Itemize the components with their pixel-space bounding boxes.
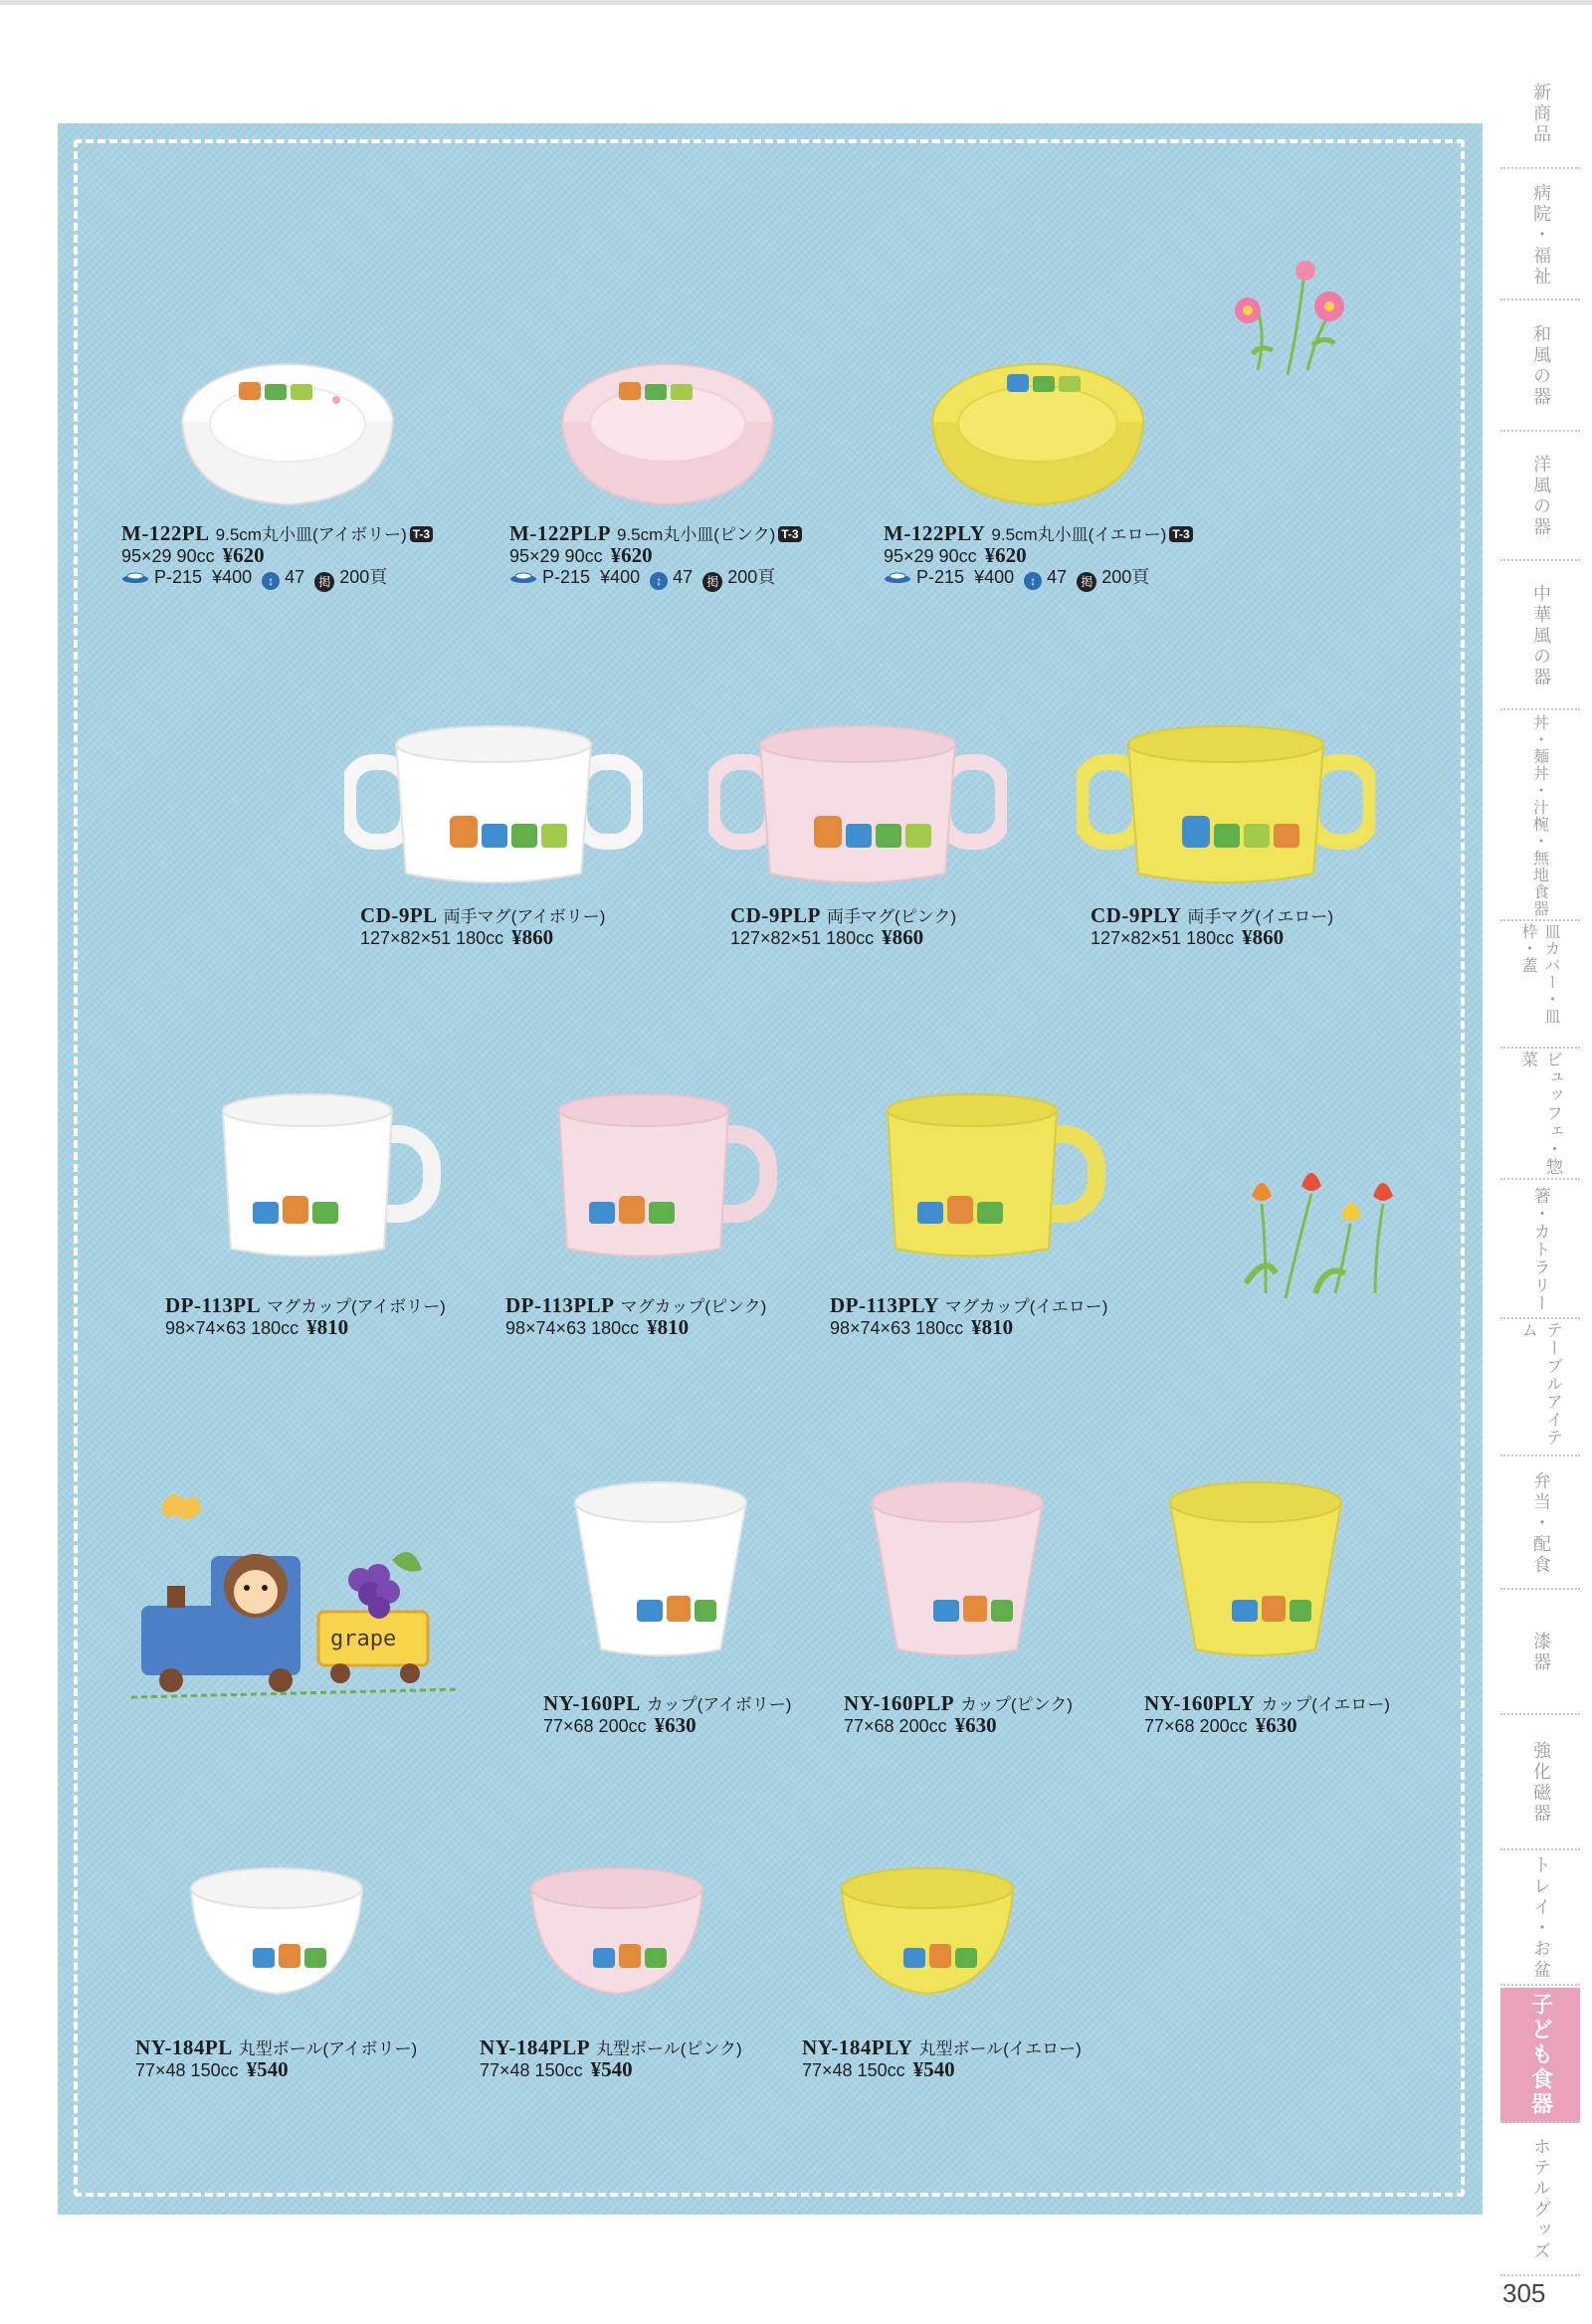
product-name: 丸型ボール(イエロー) xyxy=(918,2039,1082,2058)
product-name: カップ(ピンク) xyxy=(960,1695,1073,1714)
quantity-icon: ↕ xyxy=(650,572,668,590)
product-image-bowl-ivory[interactable] xyxy=(187,1864,366,2004)
side-tab-bento[interactable] xyxy=(1500,1458,1580,1590)
side-tab-label: 洋風の器 xyxy=(1530,455,1551,538)
saucer-code: P-215 xyxy=(154,567,203,587)
product-spec: 95×29 90cc xyxy=(121,546,215,566)
page-reference: 200頁 xyxy=(727,567,776,587)
caption-mug-ivory xyxy=(165,1295,446,1339)
side-tab-label: 子ども食器 xyxy=(1527,1992,1553,2117)
quantity-icon: ↕ xyxy=(1024,572,1042,590)
side-tab-porcelain[interactable] xyxy=(1500,1717,1580,1850)
product-image-twohandle-ivory[interactable] xyxy=(344,714,643,893)
product-price: ¥620 xyxy=(610,543,653,567)
saucer-icon xyxy=(884,572,911,584)
product-image-mug-pink[interactable] xyxy=(553,1084,782,1263)
saucer-price: ¥400 xyxy=(974,567,1015,587)
side-tab-label: ホテルグッズ xyxy=(1530,2137,1551,2262)
saucer-price: ¥400 xyxy=(212,567,253,587)
product-image-twohandle-pink[interactable] xyxy=(708,714,1007,893)
product-code: M-122PL xyxy=(121,521,210,545)
product-spec: 127×82×51 180cc xyxy=(1091,928,1235,948)
product-image-cup-ivory[interactable] xyxy=(571,1478,750,1663)
page-ref-icon: 掲 xyxy=(314,572,334,592)
product-name: カップ(イエロー) xyxy=(1261,1695,1390,1714)
product-spec: 95×29 90cc xyxy=(509,546,603,566)
tulip-illustration xyxy=(1226,1154,1405,1303)
side-tab-table[interactable] xyxy=(1500,1321,1580,1456)
flower-illustration-top xyxy=(1218,251,1357,380)
side-tab-label: 強化磁器 xyxy=(1530,1741,1551,1825)
product-name: カップ(アイボリー) xyxy=(646,1695,792,1714)
side-tab-new[interactable] xyxy=(1500,60,1580,169)
tray-tag: T-3 xyxy=(1169,526,1192,542)
product-spec: 127×82×51 180cc xyxy=(360,928,504,948)
product-price: ¥810 xyxy=(647,1315,690,1339)
caption-mug-yellow xyxy=(830,1295,1107,1339)
caption-bowl-yellow xyxy=(802,2037,1082,2081)
product-image-plate-ivory[interactable] xyxy=(177,360,398,509)
side-tab-cutlery[interactable] xyxy=(1500,1182,1580,1319)
side-tab-label: 箸・カトラリー xyxy=(1529,1187,1550,1312)
product-image-twohandle-yellow[interactable] xyxy=(1077,714,1375,893)
product-spec: 77×68 200cc xyxy=(844,1716,947,1736)
product-code: NY-184PLP xyxy=(480,2035,591,2059)
product-price: ¥540 xyxy=(590,2057,633,2081)
product-spec: 127×82×51 180cc xyxy=(730,928,875,948)
product-name: 両手マグ(イエロー) xyxy=(1187,907,1334,926)
product-code: NY-184PLY xyxy=(802,2035,913,2059)
product-code: M-122PLP xyxy=(509,521,611,545)
product-spec: 77×48 150cc xyxy=(135,2060,239,2080)
product-code: DP-113PL xyxy=(165,1293,262,1317)
caption-twohandle-yellow xyxy=(1091,905,1333,949)
tray-tag: T-3 xyxy=(778,526,801,542)
saucer-icon xyxy=(121,572,149,584)
product-name: 丸型ボール(ピンク) xyxy=(596,2039,742,2058)
product-image-plate-yellow[interactable] xyxy=(927,360,1148,509)
product-price: ¥630 xyxy=(654,1713,696,1737)
side-tab-donburi[interactable] xyxy=(1500,712,1580,921)
caption-cup-yellow xyxy=(1144,1693,1390,1737)
product-code: NY-160PLY xyxy=(1144,1691,1256,1715)
side-tab-tray[interactable] xyxy=(1500,1852,1580,1986)
page-number: 305 xyxy=(1502,2278,1546,2308)
caption-mug-pink xyxy=(505,1295,766,1339)
product-code: NY-160PLP xyxy=(844,1691,955,1715)
product-price: ¥860 xyxy=(511,925,554,949)
side-tab-hospital[interactable] xyxy=(1500,171,1580,300)
product-spec: 77×68 200cc xyxy=(543,1716,647,1736)
caption-twohandle-pink xyxy=(730,905,956,949)
wagon-label: grape xyxy=(330,1627,397,1651)
side-tab-covers[interactable] xyxy=(1500,923,1580,1049)
product-image-cup-pink[interactable] xyxy=(868,1478,1047,1663)
side-tab-hotel[interactable] xyxy=(1500,2125,1580,2276)
product-name: 9.5cm丸小皿(ピンク) xyxy=(616,525,776,544)
product-code: NY-184PL xyxy=(135,2035,233,2059)
product-price: ¥630 xyxy=(1255,1713,1297,1737)
side-tab-label: テーブルアイテム xyxy=(1517,1321,1562,1447)
caption-twohandle-ivory xyxy=(360,905,605,949)
page-ref-icon: 掲 xyxy=(702,572,722,592)
product-image-mug-yellow[interactable] xyxy=(882,1084,1110,1263)
train-illustration xyxy=(131,1476,490,1715)
side-tab-kids[interactable] xyxy=(1500,1988,1580,2123)
product-name: マグカップ(アイボリー) xyxy=(267,1297,446,1316)
side-tab-lacquer[interactable] xyxy=(1500,1592,1580,1715)
product-price: ¥620 xyxy=(222,543,265,567)
quantity-icon: ↕ xyxy=(262,572,280,590)
product-spec: 77×68 200cc xyxy=(1144,1716,1248,1736)
side-tab-label: 皿カバー・皿枠・蓋 xyxy=(1519,923,1561,1025)
product-name: 9.5cm丸小皿(アイボリー) xyxy=(215,525,407,544)
saucer-code: P-215 xyxy=(916,567,965,587)
product-spec: 98×74×63 180cc xyxy=(830,1318,964,1338)
product-spec: 77×48 150cc xyxy=(480,2060,583,2080)
pack-quantity: 47 xyxy=(673,567,694,587)
product-name: 丸型ボール(アイボリー) xyxy=(238,2039,418,2058)
product-image-mug-ivory[interactable] xyxy=(217,1084,446,1263)
product-price: ¥860 xyxy=(1242,925,1285,949)
product-code: M-122PLY xyxy=(884,521,986,545)
side-tab-label: 新商品 xyxy=(1530,82,1551,145)
product-price: ¥540 xyxy=(246,2057,289,2081)
product-name: 両手マグ(ピンク) xyxy=(827,907,956,926)
product-code: DP-113PLY xyxy=(830,1293,939,1317)
saucer-icon xyxy=(509,572,537,584)
product-image-bowl-pink[interactable] xyxy=(527,1864,706,2004)
product-price: ¥860 xyxy=(882,925,924,949)
side-tab-japanese[interactable] xyxy=(1500,302,1580,432)
side-tab-label: 中華風の器 xyxy=(1530,583,1551,688)
product-image-cup-yellow[interactable] xyxy=(1166,1478,1345,1663)
saucer-price: ¥400 xyxy=(600,567,641,587)
product-name: 9.5cm丸小皿(イエロー) xyxy=(991,525,1167,544)
product-spec: 98×74×63 180cc xyxy=(505,1318,640,1338)
product-image-bowl-yellow[interactable] xyxy=(838,1864,1017,2004)
pack-quantity: 47 xyxy=(285,567,305,587)
product-price: ¥630 xyxy=(954,1713,997,1737)
caption-bowl-ivory xyxy=(135,2037,417,2081)
product-code: CD-9PLP xyxy=(730,903,821,927)
product-code: CD-9PLY xyxy=(1091,903,1182,927)
product-code: CD-9PL xyxy=(360,903,438,927)
product-code: NY-160PL xyxy=(543,1691,641,1715)
caption-cup-ivory xyxy=(543,1693,791,1737)
side-tab-label: 病院・福祉 xyxy=(1530,182,1551,288)
product-name: マグカップ(ピンク) xyxy=(620,1297,767,1316)
page-reference: 200頁 xyxy=(339,567,388,587)
side-tab-label: トレイ・お盆 xyxy=(1530,1855,1551,1981)
side-tab-label: 丼・麺丼・汁椀・無地食器 xyxy=(1530,714,1550,917)
side-tab-label: 弁当・配食 xyxy=(1530,1470,1551,1576)
caption-bowl-pink xyxy=(480,2037,742,2081)
product-price: ¥620 xyxy=(984,543,1027,567)
product-spec: 77×48 150cc xyxy=(802,2060,905,2080)
caption-plate-pink xyxy=(509,523,802,592)
side-tab-western[interactable] xyxy=(1500,434,1580,561)
side-tab-chinese[interactable] xyxy=(1500,563,1580,710)
top-rule xyxy=(0,0,1592,5)
side-tab-label: ビュッフェ・惣菜 xyxy=(1517,1051,1562,1176)
page-reference: 200頁 xyxy=(1101,567,1150,587)
product-spec: 95×29 90cc xyxy=(884,546,977,566)
product-price: ¥540 xyxy=(912,2057,955,2081)
page-ref-icon: 掲 xyxy=(1077,572,1096,592)
caption-cup-pink xyxy=(844,1693,1073,1737)
product-spec: 98×74×63 180cc xyxy=(165,1318,299,1338)
saucer-code: P-215 xyxy=(542,567,591,587)
product-name: マグカップ(イエロー) xyxy=(944,1297,1108,1316)
pack-quantity: 47 xyxy=(1047,567,1068,587)
product-code: DP-113PLP xyxy=(505,1293,615,1317)
product-image-plate-pink[interactable] xyxy=(557,360,778,509)
side-tab-label: 漆器 xyxy=(1530,1632,1551,1673)
product-name: 両手マグ(アイボリー) xyxy=(443,907,606,926)
caption-plate-ivory xyxy=(121,523,433,592)
caption-plate-yellow xyxy=(884,523,1193,592)
tray-tag: T-3 xyxy=(410,526,433,542)
side-tab-buffet[interactable] xyxy=(1500,1051,1580,1180)
product-price: ¥810 xyxy=(971,1315,1014,1339)
product-price: ¥810 xyxy=(306,1315,349,1339)
side-tab-label: 和風の器 xyxy=(1530,324,1551,408)
